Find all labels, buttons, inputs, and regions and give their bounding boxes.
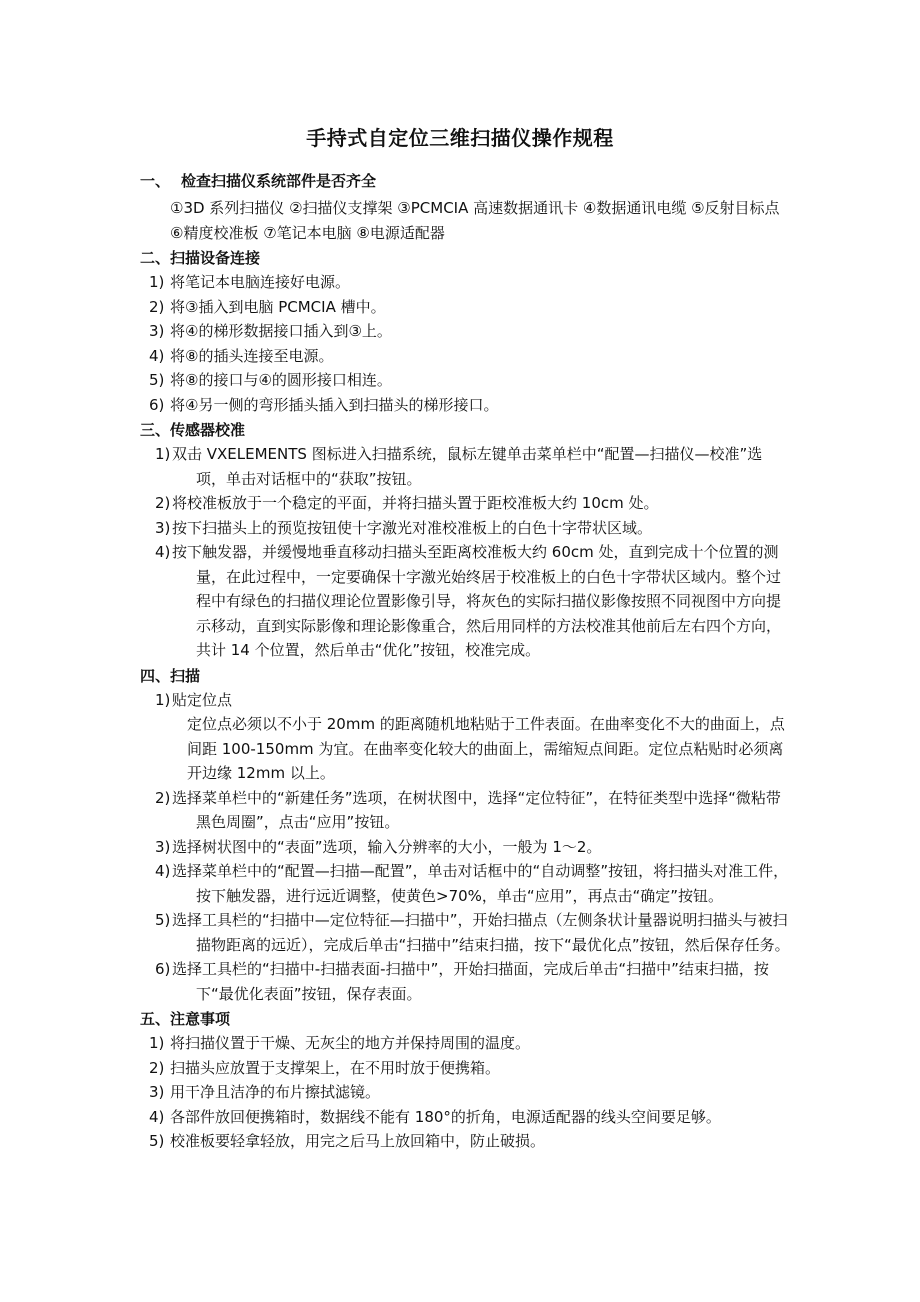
section-number: 二、 xyxy=(140,249,171,267)
item-number: 5) xyxy=(149,1132,165,1150)
list-item xyxy=(140,859,790,908)
item-number: 4) xyxy=(155,862,171,880)
list-item xyxy=(140,1080,790,1105)
parts-list-paragraph: ①3D 系列扫描仪 ②扫描仪支撑架 ③PCMCIA 高速数据通讯卡 ④数据通讯电缆 ⑤反射目标点 ⑥精度校准板 ⑦笔记本电脑 ⑧电源适配器 xyxy=(170,199,780,242)
item-number: 3) xyxy=(155,518,171,537)
list-item xyxy=(140,957,790,1006)
section-number: 五、 xyxy=(140,1010,171,1028)
section-title: 传感器校准 xyxy=(170,421,246,439)
item-text: 贴定位点 xyxy=(172,690,233,709)
section-heading xyxy=(140,418,790,442)
list-item xyxy=(140,1031,790,1056)
item-text: 将校准板放于一个稳定的平面，并将扫描头置于距校准板大约 10cm 处。 xyxy=(172,494,659,512)
list-item xyxy=(140,835,790,860)
list-item xyxy=(140,908,790,957)
item-number: 6) xyxy=(155,960,171,978)
item-text: 将扫描仪置于干燥、无灰尘的地方并保持周围的温度。 xyxy=(170,1034,531,1052)
list-item xyxy=(140,1129,790,1154)
document-title: 手持式自定位三维扫描仪操作规程 xyxy=(306,126,614,150)
list-item xyxy=(140,319,790,344)
section-title: 注意事项 xyxy=(170,1010,231,1028)
item-text: 按下触发器，并缓慢地垂直移动扫描头至距离校准板大约 60cm 处，直到完成十个位置的测量，在此过程中，一定要确保十字激光始终居于校准板上的白色十字带状区域内。整个过程中有绿色的扫描仪理论位置影像引导，将灰色的实际扫描仪影像按照不同视图中方向提示移动，直到实际影像和理论影像重合，然后用同样的方法校准其他前后左右四个方向，共计 14 个位置，然后单击“优化”按钮，校准完成。 xyxy=(172,543,782,659)
list-item xyxy=(140,491,790,516)
item-number: 2) xyxy=(149,1058,165,1077)
item-text: 选择工具栏的“扫描中—定位特征—扫描中”，开始扫描点（左侧条状计量器说明扫描头与被扫描物距离的远近），完成后单击“扫描中”结束扫描，按下“最优化点”按钮，然后保存任务。 xyxy=(172,911,790,954)
section-heading xyxy=(140,664,790,688)
list-item xyxy=(140,688,790,713)
list-item xyxy=(140,344,790,369)
item-text: 选择菜单栏中的“新建任务”选项，在树状图中，选择“定位特征”，在特征类型中选择“微粘带黑色周圈”，点击“应用”按钮。 xyxy=(172,788,781,831)
section-number: 三、 xyxy=(140,421,171,439)
list-item xyxy=(140,1056,790,1081)
item-number: 1) xyxy=(149,1034,165,1052)
item-number: 4) xyxy=(149,346,165,365)
item-number: 2) xyxy=(155,494,171,512)
item-text: 将⑧的接口与④的圆形接口相连。 xyxy=(170,371,392,389)
list-item xyxy=(140,540,790,663)
item-text: 校准板要轻拿轻放，用完之后马上放回箱中，防止破损。 xyxy=(170,1132,546,1150)
item-number: 4) xyxy=(149,1107,165,1126)
list-item xyxy=(140,1105,790,1130)
list-item xyxy=(140,786,790,835)
section-heading xyxy=(140,169,790,193)
item-number: 5) xyxy=(149,371,165,389)
list-item xyxy=(140,368,790,393)
section-title: 扫描 xyxy=(170,666,201,685)
item-number: 1) xyxy=(155,445,171,463)
item-text: 按下扫描头上的预览按钮使十字激光对准校准板上的白色十字带状区域。 xyxy=(172,518,653,537)
section-title: 检查扫描仪系统部件是否齐全 xyxy=(181,172,377,190)
item-number: 3) xyxy=(149,1083,165,1101)
item-text: 将③插入到电脑 PCMCIA 槽中。 xyxy=(170,297,386,316)
item-text: 将④另一侧的弯形插头插入到扫描头的梯形接口。 xyxy=(170,395,499,414)
item-text: 将⑧的插头连接至电源。 xyxy=(170,346,334,365)
list-item xyxy=(140,270,790,295)
item-number: 2) xyxy=(149,297,165,316)
item-text: 将④的梯形数据接口插入到③上。 xyxy=(170,322,392,340)
section-number: 一、 xyxy=(140,172,171,190)
list-item xyxy=(140,442,790,491)
item-text: 各部件放回便携箱时，数据线不能有 180°的折角，电源适配器的线头空间要足够。 xyxy=(170,1107,721,1126)
item-text: 扫描头应放置于支撑架上，在不用时放于便携箱。 xyxy=(170,1058,501,1077)
item-number: 1) xyxy=(149,273,165,291)
list-item xyxy=(140,516,790,541)
section-heading xyxy=(140,1007,790,1031)
section-number: 四、 xyxy=(140,666,171,685)
item-number: 3) xyxy=(155,837,171,856)
list-item xyxy=(140,295,790,320)
item-text: 选择菜单栏中的“配置—扫描—配置”，单击对话框中的“自动调整”按钮，将扫描头对准工件，按下触发器，进行远近调整，使黄色>70%，单击“应用”，再点击“确定”按钮。 xyxy=(172,862,789,905)
item-text: 选择工具栏的“扫描中-扫描表面-扫描中”，开始扫描面，完成后单击“扫描中”结束扫描，按下“最优化表面”按钮，保存表面。 xyxy=(172,960,769,1003)
item-text: 双击 VXELEMENTS 图标进入扫描系统，鼠标左键单击菜单栏中“配置—扫描仪—校准”选项，单击对话框中的“获取”按钮。 xyxy=(172,445,763,488)
item-number: 2) xyxy=(155,788,171,807)
item-subparagraph: 定位点必须以不小于 20mm 的距离随机地粘贴于工件表面。在曲率变化不大的曲面上，点间距 100-150mm 为宜。在曲率变化较大的曲面上，需缩短点间距。定位点粘贴时必须离开边缘 12mm 以上。 xyxy=(187,715,785,782)
item-text: 将笔记本电脑连接好电源。 xyxy=(170,273,351,291)
section-heading xyxy=(140,246,790,270)
item-number: 1) xyxy=(155,690,171,709)
item-number: 5) xyxy=(155,911,171,929)
item-number: 3) xyxy=(149,322,165,340)
item-text: 用干净且洁净的布片擦拭滤镜。 xyxy=(170,1083,381,1101)
section-title: 扫描设备连接 xyxy=(170,249,261,267)
list-item xyxy=(140,393,790,418)
document-body xyxy=(140,168,790,1154)
item-number: 6) xyxy=(149,395,165,414)
item-number: 4) xyxy=(155,543,171,561)
item-text: 选择树状图中的“表面”选项，输入分辨率的大小，一般为 1～2。 xyxy=(172,837,602,856)
